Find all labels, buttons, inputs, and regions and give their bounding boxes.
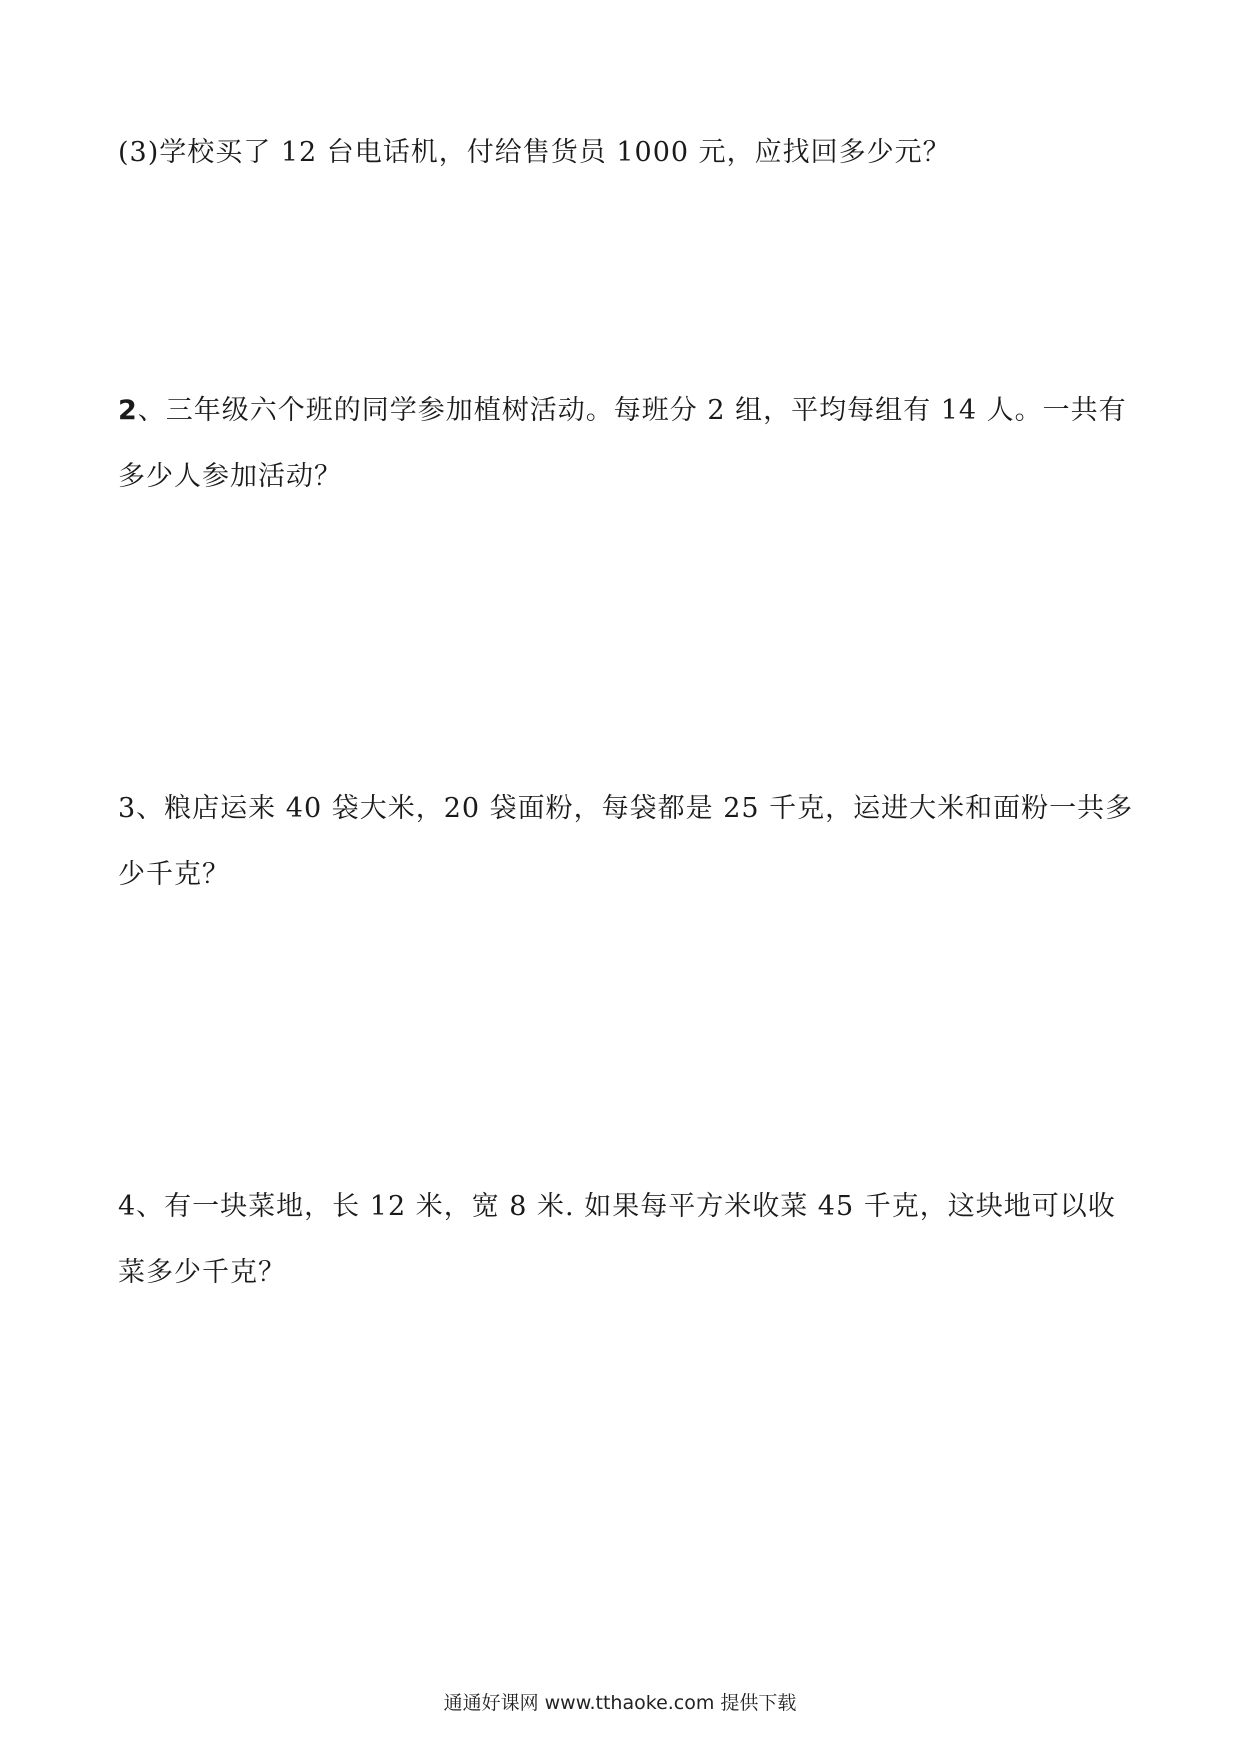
- question-2: [118, 378, 1138, 510]
- question-1-part-3: [118, 120, 1138, 186]
- question-text: (3)学校买了 12 台电话机，付给售货员 1000 元，应找回多少元？: [118, 137, 951, 168]
- question-text: 、三年级六个班的同学参加植树活动。每班分 2 组，平均每组有 14 人。一共有多少人参加活动？: [118, 395, 1127, 492]
- page-footer: 通通好课网 www.tthaoke.com 提供下载: [443, 1692, 797, 1714]
- question-number: 2: [118, 395, 138, 426]
- question-3: [118, 776, 1138, 908]
- question-text: 3、粮店运来 40 袋大米，20 袋面粉，每袋都是 25 千克，运进大米和面粉一共多少千克？: [118, 793, 1134, 890]
- question-text: 4、有一块菜地，长 12 米，宽 8 米. 如果每平方米收菜 45 千克，这块地可以收菜多少千克？: [118, 1191, 1116, 1288]
- question-4: [118, 1174, 1138, 1306]
